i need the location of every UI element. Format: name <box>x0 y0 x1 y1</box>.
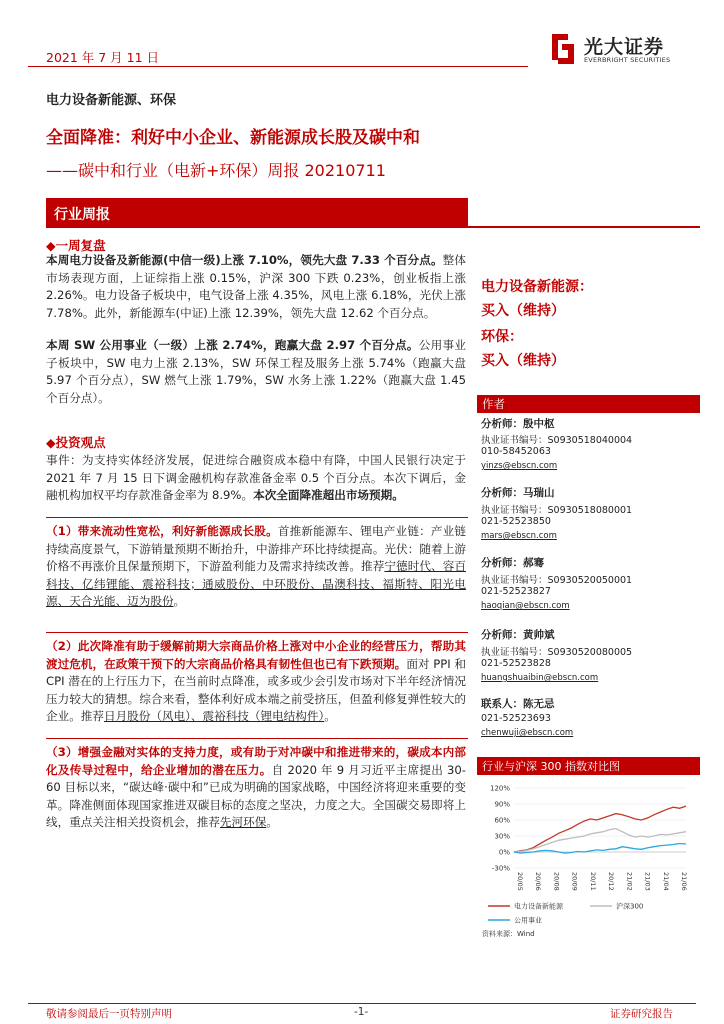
y-tick-label: 120% <box>489 784 510 793</box>
point-1-lead: （1）带来流动性宽松，利好新能源成长股。 <box>46 524 278 538</box>
footer-disclaimer: 敬请参阅最后一页特别声明 <box>46 1008 172 1020</box>
author-cert: 执业证书编号：S0930520080005 <box>481 647 633 658</box>
author-name: 分析师：郝骞 <box>481 557 544 569</box>
y-tick-label: -30% <box>491 864 510 873</box>
legend-label: 沪深300 <box>616 902 644 911</box>
chart-source: 资料来源：Wind <box>482 930 535 938</box>
point-1-end: 。 <box>173 594 186 608</box>
series-line-沪深300 <box>514 829 686 853</box>
logo-en-text: EVERBRIGHT SECURITIES <box>584 56 671 64</box>
x-tick-label: 20/06 <box>534 872 543 891</box>
point-2-end: 。 <box>324 709 336 723</box>
x-tick-label: 21/06 <box>680 872 688 891</box>
sector-label: 电力设备新能源、环保 <box>46 93 177 108</box>
review-p1-lead: 本周电力设备及新能源(中信一级)上涨 7.10%，领先大盘 7.33 个百分点。 <box>46 253 443 267</box>
point-1-recommend: 宁德时代、容百科技、亿纬锂能、震裕科技；通威股份、中环股份、晶澳科技、福斯特、阳光电源、天合光能、迈为股份 <box>46 559 466 608</box>
author-phone: 021-52523827 <box>481 586 551 597</box>
point-3-paragraph <box>46 744 466 832</box>
author-cert: 执业证书编号：S0930518040004 <box>481 435 633 446</box>
chart-title: 行业与沪深 300 指数对比图 <box>482 760 620 773</box>
author-phone: 021-52523850 <box>481 516 551 527</box>
point-3-body: 自 2020 年 9 月习近平主席提出 30-60 目标以来，“碳达峰·碳中和”已成为明确的国家战略，中国经济将迎来重要的变革。降准侧面体现国家推进双碳目标的态度之坚决，力度之大。全国碳交易即将上线，重点关注相关投资机会，推荐 <box>46 762 466 829</box>
x-tick-label: 20/08 <box>552 872 561 891</box>
contact-email-link[interactable]: chenwuji@ebscn.com <box>481 728 574 738</box>
investment-view-heading: ◆投资观点 <box>46 435 106 450</box>
legend-label: 公用事业 <box>514 916 542 925</box>
y-tick-label: 90% <box>494 800 510 809</box>
report-subtitle: ——碳中和行业（电新+环保）周报 20210711 <box>46 161 386 180</box>
author-email-link[interactable]: huangshuaibin@ebscn.com <box>481 673 599 683</box>
review-p1-body: 整体市场表现方面，上证综指上涨 0.15%，沪深 300 下跌 0.23%，创业板指上涨 2.26%。电力设备子板块中，电气设备上涨 4.35%，风电上涨 6.18%，光伏上涨 7.78%。此外，新能源车(中证)上涨 12.39%，领先大盘 12.62 个百分点。 <box>46 253 466 320</box>
point-1-paragraph <box>46 523 466 611</box>
y-tick-label: 60% <box>494 816 510 825</box>
y-tick-label: 0% <box>498 848 510 857</box>
author-band-label: 作者 <box>482 397 505 411</box>
author-email-link[interactable]: mars@ebscn.com <box>481 531 557 541</box>
footer-report-type: 证券研究报告 <box>610 1008 673 1020</box>
point1-divider <box>46 517 468 518</box>
event-paragraph <box>46 452 466 505</box>
point-3-recommend: 先河环保 <box>219 815 267 829</box>
series-line-公用事业 <box>514 844 686 854</box>
point-2-paragraph <box>46 638 466 726</box>
point-3-lead: （3）增强金融对实体的支持力度，或有助于对冲碳中和推进带来的，碳成本内部化及传导过程中，给企业增加的潜在压力。 <box>46 745 466 777</box>
page-number: -1- <box>354 1006 369 1018</box>
point3-divider <box>46 738 468 739</box>
x-tick-label: 20/05 <box>516 872 524 891</box>
legend-label: 电力设备新能源 <box>514 902 563 911</box>
event-conclusion: 本次全面降准超出市场预期。 <box>253 488 404 502</box>
author-name: 分析师：黄帅斌 <box>481 629 555 641</box>
review-p2-lead: 本周 SW 公用事业（一级）上涨 2.74%，跑赢大盘 2.97 个百分点。 <box>46 338 419 352</box>
chart-title-band <box>477 757 700 775</box>
point-3-end: 。 <box>266 815 278 829</box>
author-phone: 021-52523828 <box>481 658 551 669</box>
logo-cn-text: 光大证券 <box>584 36 665 58</box>
author-band <box>477 395 700 413</box>
rating-2-value: 买入（维持） <box>481 353 565 369</box>
review-p2-body: 公用事业子板块中，SW 电力上涨 2.13%，SW 环保工程及服务上涨 5.74%（跑赢大盘 5.97 个百分点），SW 燃气上涨 1.79%，SW 水务上涨 1.22%（跑赢大盘 1.45 个百分点）。 <box>46 338 466 405</box>
point-1-body: 首推新能源车、锂电产业链：产业链持续高度景气，下游销量预期不断抬升，中游排产环比持续提高。光伏：随着上游价格不再涨价且保量预期下，下游盈利能力及需求持续改善。推荐 <box>46 524 466 573</box>
contact-phone: 021-52523693 <box>481 713 551 724</box>
everbright-logo-icon <box>548 30 578 66</box>
rating-1-sector: 电力设备新能源： <box>481 279 593 295</box>
x-tick-label: 20/12 <box>607 872 616 891</box>
footer-divider <box>28 1003 696 1004</box>
header-divider <box>28 66 528 67</box>
author-name: 分析师：殷中枢 <box>481 418 555 430</box>
y-tick-label: 30% <box>494 832 510 841</box>
x-tick-label: 20/09 <box>570 872 579 891</box>
author-name: 分析师：马瑞山 <box>481 487 555 499</box>
x-tick-label: 20/11 <box>588 872 597 891</box>
x-tick-label: 21/04 <box>661 872 670 891</box>
author-phone: 010-58452063 <box>481 446 551 457</box>
author-email-link[interactable]: yinzs@ebscn.com <box>481 461 558 471</box>
report-type-band <box>46 198 468 228</box>
report-type-label: 行业周报 <box>54 207 110 223</box>
rating-2-sector: 环保： <box>481 329 523 345</box>
index-comparison-chart <box>480 780 696 940</box>
point-2-recommend: 日月股份（风电）、震裕科技（锂电结构件） <box>103 709 325 723</box>
company-logo <box>548 28 698 72</box>
point-2-body: 面对 PPI 和 CPI 潜在的上行压力下，在当前时点降准，或多或少会引发市场对下半年经济情况压力较大的猜想。综合来看，整体利好成本端之前受挤压，但盈利修复弹性较大的企业。推荐 <box>46 656 466 723</box>
event-body: 事件：为支持实体经济发展，促进综合融资成本稳中有降，中国人民银行决定于 2021 年 7 月 15 日下调金融机构存款准备金率 0.5 个百分点。本次下调后，金融机构加权平均存款准备金率为 8.9%。 <box>46 453 466 502</box>
review-paragraph-2 <box>46 337 466 407</box>
x-tick-label: 21/02 <box>625 872 634 891</box>
contact-name: 联系人：陈无忌 <box>481 698 555 710</box>
point2-divider <box>46 632 468 633</box>
band-divider <box>468 226 700 228</box>
review-paragraph-1 <box>46 252 466 322</box>
rating-1-value: 买入（维持） <box>481 303 565 319</box>
report-date: 2021 年 7 月 11 日 <box>46 50 160 65</box>
x-tick-label: 21/03 <box>643 872 652 891</box>
author-cert: 执业证书编号：S0930518080001 <box>481 505 633 516</box>
report-title: 全面降准：利好中小企业、新能源成长股及碳中和 <box>46 128 420 148</box>
author-email-link[interactable]: haoqian@ebscn.com <box>481 601 570 611</box>
weekly-review-heading: ◆一周复盘 <box>46 238 106 253</box>
point-2-lead: （2）此次降准有助于缓解前期大宗商品价格上涨对中小企业的经营压力，帮助其渡过危机，在政策干预下的大宗商品价格具有韧性但也已有下跌预期。 <box>46 639 466 671</box>
author-cert: 执业证书编号：S0930520050001 <box>481 575 633 586</box>
